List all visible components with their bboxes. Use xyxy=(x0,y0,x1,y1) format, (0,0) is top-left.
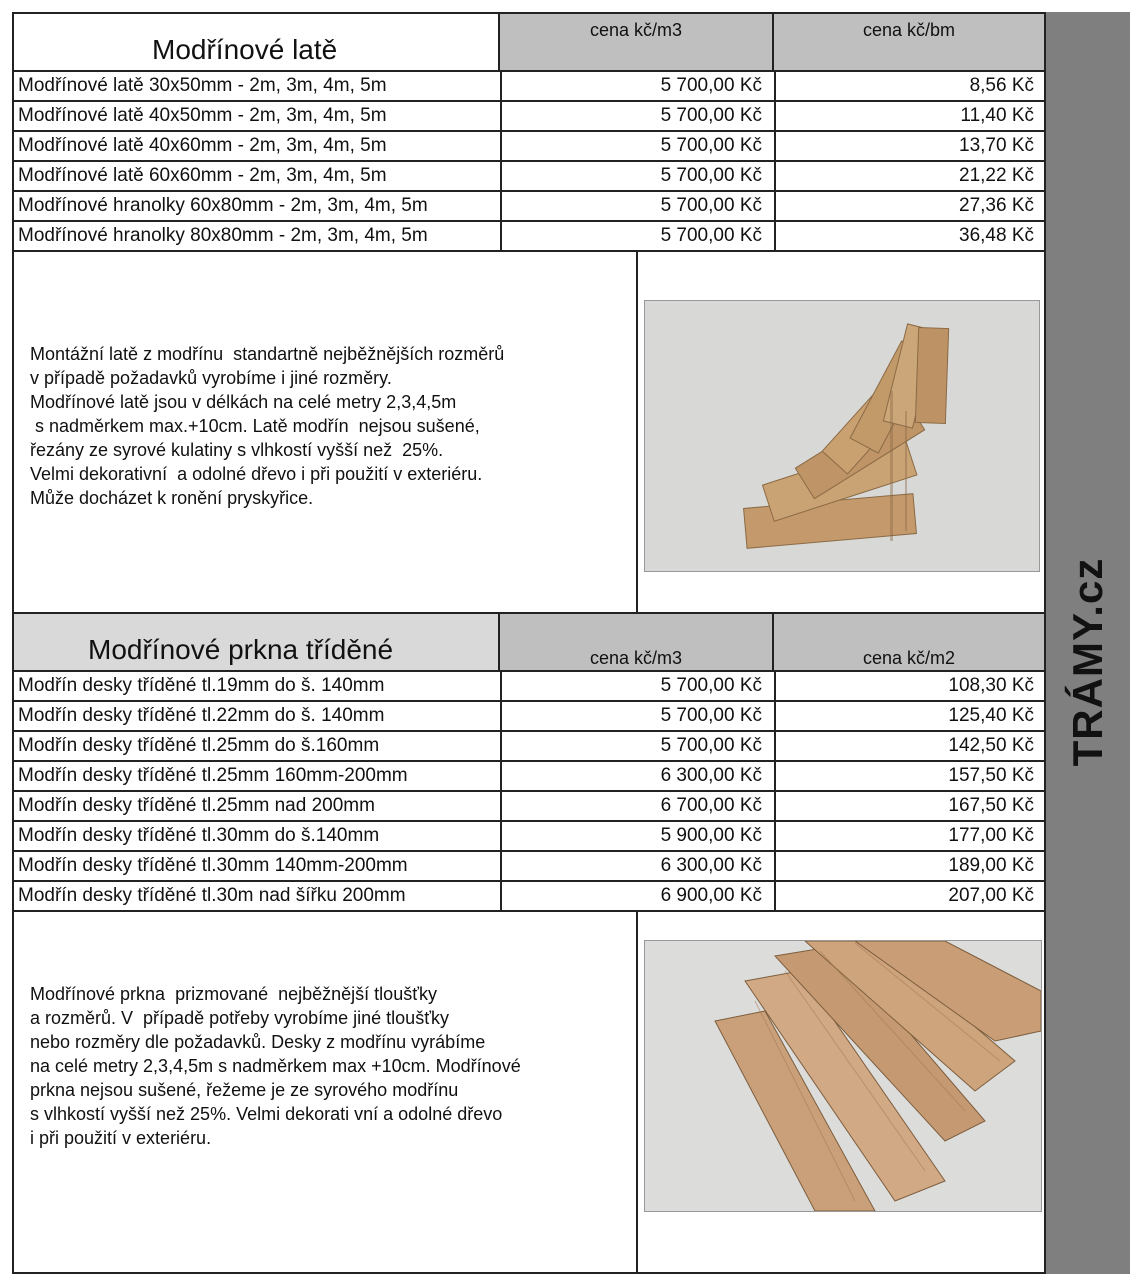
table-row xyxy=(14,672,1044,702)
price-m3: 6 900,00 Kč xyxy=(500,882,774,910)
product-name: Modřínové hranolky 60x80mm - 2m, 3m, 4m, 5m xyxy=(18,195,428,216)
section2-divider xyxy=(636,912,638,1272)
price-bm: 36,48 Kč xyxy=(774,222,1044,250)
price-m2: 157,50 Kč xyxy=(774,762,1044,790)
price-m2: 142,50 Kč xyxy=(774,732,1044,760)
section2-col1-label: cena kč/m3 xyxy=(589,648,683,668)
description-line: s vlhkostí vyšší než 25%. Velmi dekorati vní a odolné dřevo xyxy=(30,1104,503,1124)
price-m3: 5 700,00 Kč xyxy=(500,132,774,160)
section1-description xyxy=(30,342,504,510)
brand-logo: TRÁMY.cz xyxy=(1064,557,1111,767)
product-name: Modřín desky tříděné tl.30mm do š.140mm xyxy=(18,825,380,846)
description-line: na celé metry 2,3,4,5m s nadměrkem max +10cm. Modřínové xyxy=(30,1056,521,1076)
product-name: Modřín desky tříděné tl.22mm do š. 140mm xyxy=(18,705,385,726)
larch-battens-photo xyxy=(644,300,1040,572)
section1-col2-header xyxy=(774,14,1044,72)
table-row xyxy=(14,222,1044,252)
price-m3: 5 700,00 Kč xyxy=(500,702,774,730)
price-m3: 6 300,00 Kč xyxy=(500,852,774,880)
table-row xyxy=(14,792,1044,822)
price-m3: 5 700,00 Kč xyxy=(500,72,774,100)
description-line: prkna nejsou sušené, řežeme je ze syrového modřínu xyxy=(30,1080,459,1100)
section2-col1-header xyxy=(500,612,774,672)
price-m2: 125,40 Kč xyxy=(774,702,1044,730)
table-row xyxy=(14,132,1044,162)
price-m3: 5 900,00 Kč xyxy=(500,822,774,850)
price-bm: 8,56 Kč xyxy=(774,72,1044,100)
table-row xyxy=(14,162,1044,192)
section1-col1-header xyxy=(500,14,774,72)
price-bm: 11,40 Kč xyxy=(774,102,1044,130)
description-line: Modřínové latě jsou v délkách na celé metry 2,3,4,5m xyxy=(30,392,457,412)
product-name: Modřín desky tříděné tl.25mm do š.160mm xyxy=(18,735,380,756)
product-name: Modřínové latě 60x60mm - 2m, 3m, 4m, 5m xyxy=(18,165,387,186)
product-name: Modřínové latě 40x60mm - 2m, 3m, 4m, 5m xyxy=(18,135,387,156)
section1-col2-label: cena kč/bm xyxy=(862,20,956,40)
section1-divider xyxy=(636,252,638,612)
description-line: Montážní latě z modřínu standartně nejběžnějších rozměrů xyxy=(30,344,505,364)
price-bm: 13,70 Kč xyxy=(774,132,1044,160)
section1-col1-label: cena kč/m3 xyxy=(589,20,683,40)
section2-description xyxy=(30,982,521,1150)
description-line: nebo rozměry dle požadavků. Desky z modřínu vyrábíme xyxy=(30,1032,486,1052)
price-m3: 5 700,00 Kč xyxy=(500,222,774,250)
section2-title: Modřínové prkna tříděné xyxy=(88,634,394,665)
price-bm: 21,22 Kč xyxy=(774,162,1044,190)
table-row xyxy=(14,822,1044,852)
price-m3: 5 700,00 Kč xyxy=(500,162,774,190)
product-name: Modřín desky tříděné tl.19mm do š. 140mm xyxy=(18,675,385,696)
price-m2: 108,30 Kč xyxy=(774,672,1044,700)
product-name: Modřín desky tříděné tl.30mm 140mm-200mm xyxy=(18,855,408,876)
product-name: Modřínové hranolky 80x80mm - 2m, 3m, 4m, 5m xyxy=(18,225,428,246)
section1-title-cell xyxy=(14,14,500,72)
price-m3: 5 700,00 Kč xyxy=(500,192,774,220)
description-line: řezány ze syrové kulatiny s vlhkostí vyšší než 25%. xyxy=(30,440,444,460)
price-m3: 5 700,00 Kč xyxy=(500,732,774,760)
price-m2: 177,00 Kč xyxy=(774,822,1044,850)
product-name: Modřín desky tříděné tl.30m nad šířku 200mm xyxy=(18,885,406,906)
price-m3: 6 700,00 Kč xyxy=(500,792,774,820)
larch-boards-photo xyxy=(644,940,1042,1212)
section2-col2-header xyxy=(774,612,1044,672)
product-name: Modřín desky tříděné tl.25mm 160mm-200mm xyxy=(18,765,408,786)
description-line: Modřínové prkna prizmované nejběžnější tloušťky xyxy=(30,984,437,1004)
price-m2: 189,00 Kč xyxy=(774,852,1044,880)
description-line: a rozměrů. V případě potřeby vyrobíme jiné tloušťky xyxy=(30,1008,449,1028)
description-line: Může docházet k ronění pryskyřice. xyxy=(30,488,314,508)
price-m3: 5 700,00 Kč xyxy=(500,672,774,700)
table-row xyxy=(14,852,1044,882)
section1-title: Modřínové latě xyxy=(152,34,338,65)
product-name: Modřín desky tříděné tl.25mm nad 200mm xyxy=(18,795,375,816)
section2-col2-label: cena kč/m2 xyxy=(862,648,956,668)
description-line: i při použití v exteriéru. xyxy=(30,1128,212,1148)
price-bm: 27,36 Kč xyxy=(774,192,1044,220)
table-row xyxy=(14,762,1044,792)
table-row xyxy=(14,882,1044,912)
product-name: Modřínové latě 30x50mm - 2m, 3m, 4m, 5m xyxy=(18,75,387,96)
price-m3: 5 700,00 Kč xyxy=(500,102,774,130)
table-row xyxy=(14,192,1044,222)
price-m2: 167,50 Kč xyxy=(774,792,1044,820)
table-row xyxy=(14,102,1044,132)
table-row xyxy=(14,732,1044,762)
section2-title-cell xyxy=(14,612,500,672)
price-m3: 6 300,00 Kč xyxy=(500,762,774,790)
product-name: Modřínové latě 40x50mm - 2m, 3m, 4m, 5m xyxy=(18,105,387,126)
description-line: Velmi dekorativní a odolné dřevo i při použití v exteriéru. xyxy=(30,464,483,484)
table-row xyxy=(14,702,1044,732)
price-m2: 207,00 Kč xyxy=(774,882,1044,910)
brand-band xyxy=(1044,12,1130,1274)
table-row xyxy=(14,72,1044,102)
description-line: s nadměrkem max.+10cm. Latě modřín nejsou sušené, xyxy=(30,416,480,436)
description-line: v případě požadavků vyrobíme i jiné rozměry. xyxy=(30,368,392,388)
